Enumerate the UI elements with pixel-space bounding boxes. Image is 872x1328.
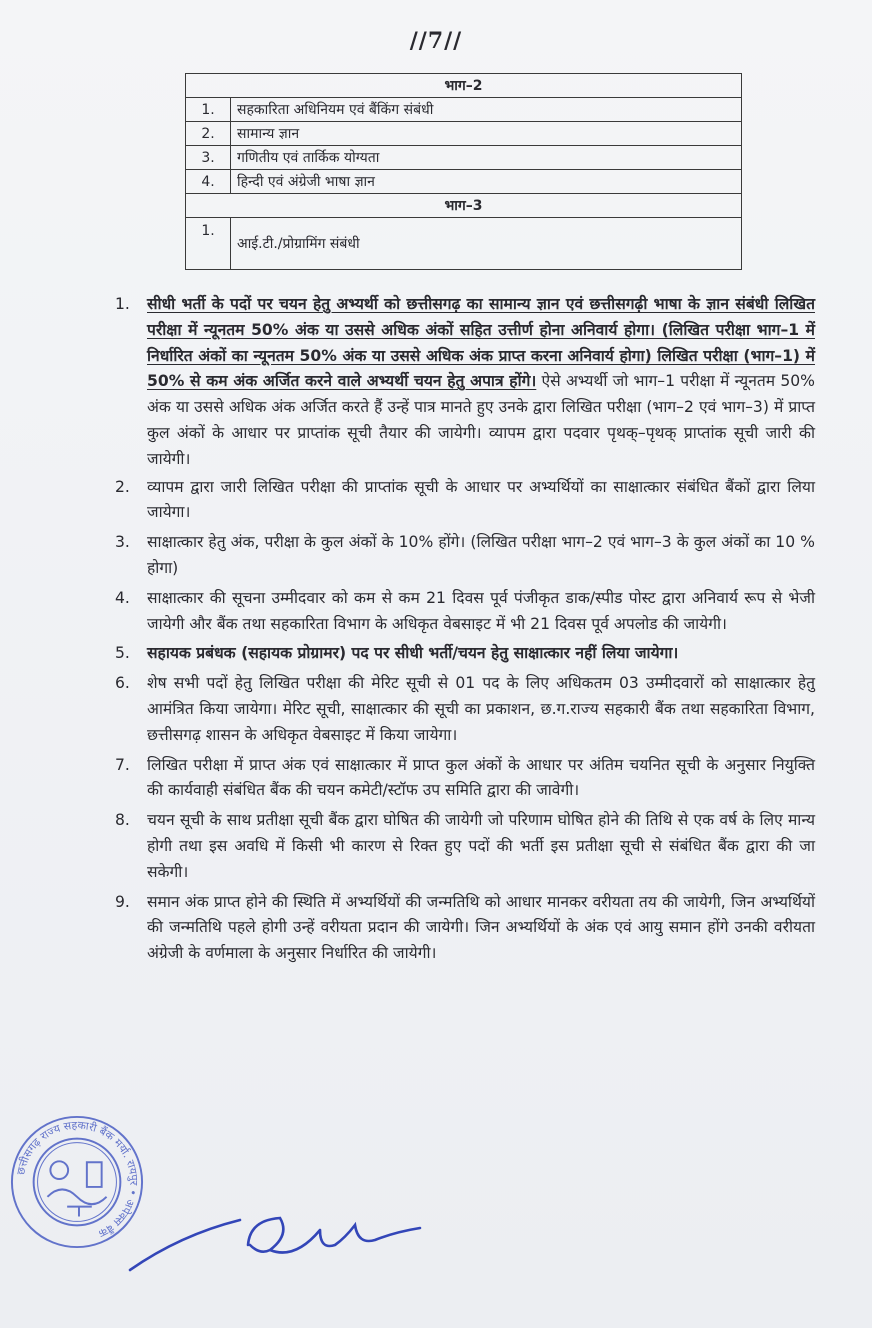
seal-text: छत्तीसगढ़ राज्य सहकारी बैंक मर्या. रायपुर • अपेक्स बैंक [14, 1118, 141, 1241]
rule-number: 7. [115, 755, 130, 774]
row-text: हिन्दी एवं अंग्रेजी भाषा ज्ञान [231, 170, 742, 194]
rule-item [115, 586, 815, 638]
syllabus-parts-table [185, 73, 742, 270]
row-text: सामान्य ज्ञान [231, 122, 742, 146]
rule-text: व्यापम द्वारा जारी लिखित परीक्षा की प्राप्तांक सूची के आधार पर अभ्यर्थियों का साक्षात्कार संबंधित बैंकों द्वारा लिया जायेगा। [147, 477, 815, 522]
rule-text: साक्षात्कार हेतु अंक, परीक्षा के कुल अंकों के 10% होंगे। (लिखित परीक्षा भाग–2 एवं भाग–3 के कुल अंकों का 10 % होगा) [147, 533, 815, 577]
rule-item [115, 530, 815, 582]
table-row [186, 98, 742, 122]
rule-text: सहायक प्रबंधक (सहायक प्रोग्रामर) पद पर सीधी भर्ती/चयन हेतु साक्षात्कार नहीं लिया जायेगा। [147, 644, 679, 663]
rule-number: 4. [115, 588, 130, 607]
page-number: //7// [409, 28, 463, 54]
part3-title: भाग–3 [186, 194, 742, 218]
rule-item [115, 671, 815, 748]
rule-text: साक्षात्कार की सूचना उम्मीदवार को कम से कम 21 दिवस पूर्व पंजीकृत डाक/स्पीड पोस्ट द्वारा अनिवार्य रूप से भेजी जायेगी और बैंक तथा सहकारिता विभाग के अधिकृत वेबसाइट में भी 21 दिवस पूर्व अपलोड की जायेगी। [147, 588, 815, 633]
rule-number: 5. [115, 644, 130, 663]
rule-item [115, 753, 815, 805]
row-number: 2. [186, 122, 231, 146]
rule-item [115, 475, 815, 527]
rule-text: शेष सभी पदों हेतु लिखित परीक्षा की मेरिट सूची से 01 पद के लिए अधिकतम 03 उम्मीदवारों को साक्षात्कार हेतु आमंत्रित किया जायेगा। मेरिट सूची, साक्षात्कार की सूची का प्रकाशन, छ.ग.राज्य सहकारी बैंक तथा सहकारिता विभाग, छत्तीसगढ़ शासन के अधिकृत वेबसाइट में किया जायेगा। [147, 674, 815, 744]
row-number: 1. [186, 98, 231, 122]
row-text: गणितीय एवं तार्किक योग्यता [231, 146, 742, 170]
rule-number: 2. [115, 477, 130, 496]
rule-item [115, 292, 815, 473]
signature [120, 1190, 450, 1280]
table-row [186, 146, 742, 170]
rule-text: समान अंक प्राप्त होने की स्थिति में अभ्यर्थियों की जन्मतिथि को आधार मानकर वरीयता तय की जायेगी, जिन अभ्यर्थियों की जन्मतिथि पहले होगी उन्हें वरीयता प्रदान की जायेगी। जिन अभ्यर्थियों के अंक एवं आयु समान होंगे उनकी वरीयता अंग्रेजी के वर्णमाला के अनुसार निर्धारित की जायेगी। [147, 892, 815, 963]
row-number: 1. [186, 218, 231, 270]
rule-number: 1. [115, 295, 130, 313]
table-row [186, 218, 742, 270]
rules-list [115, 292, 815, 967]
rule-item [115, 641, 815, 667]
part2-title: भाग–2 [186, 74, 742, 98]
rule-number: 9. [115, 892, 130, 911]
row-number: 4. [186, 170, 231, 194]
row-number: 3. [186, 146, 231, 170]
table-row [186, 170, 742, 194]
rule-1-text: ऐसे अभ्यर्थी जो भाग–1 परीक्षा में न्यूनतम 50% अंक या उससे अधिक अंक अर्जित करते हैं उन्हें पात्र मानते हुए उनके द्वारा लिखित परीक्षा (भाग–2 एवं भाग–3) में प्राप्त कुल अंकों के आधार पर प्राप्तांक सूची तैयार की जायेगी। व्यापम द्वारा पदवार पृथक्–पृथक् प्राप्तांक सूची जारी की जायेगी। [147, 372, 815, 468]
rule-text: चयन सूची के साथ प्रतीक्षा सूची बैंक द्वारा घोषित की जायेगी जो परिणाम घोषित होने की तिथि से एक वर्ष के लिए मान्य होगी तथा इस अवधि में किसी भी कारण से रिक्त हुए पदों की भर्ती इस प्रतीक्षा सूची से संबंधित बैंक द्वारा की जा सकेगी। [147, 811, 815, 881]
rule-item [115, 808, 815, 885]
rule-text: लिखित परीक्षा में प्राप्त अंक एवं साक्षात्कार में प्राप्त कुल अंकों के आधार पर अंतिम चयनित सूची के अनुसार नियुक्ति की कार्यवाही संबंधित बैंक की चयन कमेटी/स्टॉफ उप समिति द्वारा की जावेगी। [147, 755, 815, 800]
rule-number: 6. [115, 674, 130, 693]
row-text: आई.टी./प्रोग्रामिंग संबंधी [231, 218, 742, 270]
row-text: सहकारिता अधिनियम एवं बैंकिंग संबंधी [231, 98, 742, 122]
rule-1-emphasis: सीधी भर्ती के पदों पर चयन हेतु अभ्यर्थी को छत्तीसगढ़ का सामान्य ज्ञान एवं छत्तीसगढ़ी भाषा के ज्ञान संबंधी लिखित परीक्षा में न्यूनतम 50% अंक या उससे अधिक अंकों सहित उत्तीर्ण होना अनिवार्य होगा। (लिखित परीक्षा भाग–1 में निर्धारित अंकों का न्यूनतम 50% अंक या उससे अधिक अंक प्राप्त करना अनिवार्य होगा) लिखित परीक्षा (भाग–1) में 50% से कम अंक अर्जित करने वाले अभ्यर्थी चयन हेतु अपात्र होंगे। [147, 295, 815, 391]
rule-number: 8. [115, 811, 130, 830]
table-row [186, 122, 742, 146]
rule-item [115, 890, 815, 967]
rule-number: 3. [115, 533, 130, 552]
